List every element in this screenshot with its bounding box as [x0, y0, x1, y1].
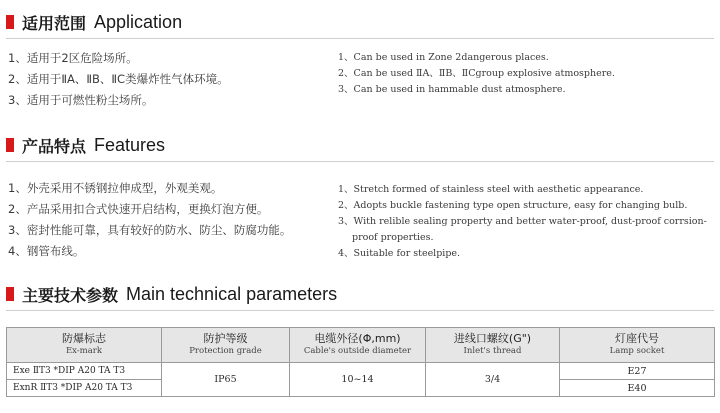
protection-cell: IP65	[162, 363, 290, 397]
list-item: 3、Can be used in hammable dust atmosphere.	[338, 84, 566, 95]
section-marker-icon	[6, 287, 14, 301]
list-item: 3、适用于可燃性粉尘场所。	[8, 93, 154, 107]
list-item: proof properties.	[352, 232, 434, 243]
application-list-en	[338, 50, 615, 98]
header-protection-grade: 防护等级 Protection grade	[162, 328, 290, 363]
list-item: 3、密封性能可靠，具有较好的防水、防尘、防腐功能。	[8, 223, 292, 237]
header-inlet-thread: 进线口螺纹(G") Inlet's thread	[426, 328, 560, 363]
thread-cell: 3/4	[426, 363, 560, 397]
socket-cell: E40	[560, 380, 715, 397]
parameters-title-cn: 主要技术参数	[22, 285, 119, 305]
table-header-row	[7, 328, 715, 363]
list-item: 1、Stretch formed of stainless steel with aesthetic appearance.	[338, 184, 644, 195]
divider	[6, 38, 714, 39]
application-header	[0, 11, 720, 33]
socket-cell: E27	[560, 363, 715, 380]
list-item: 4、钢管布线。	[8, 244, 85, 258]
list-item: 1、外壳采用不锈钢拉伸成型，外观美观。	[8, 181, 223, 195]
header-ex-mark: 防爆标志 Ex-mark	[7, 328, 162, 363]
section-marker-icon	[6, 138, 14, 152]
parameters-header	[0, 283, 720, 305]
header-cable-diameter: 电缆外径(Φ,mm) Cable's outside diameter	[290, 328, 426, 363]
parameters-table	[6, 327, 715, 397]
parameters-title-en: Main technical parameters	[126, 283, 338, 304]
list-item: 2、产品采用扣合式快速开启结构，更换灯泡方便。	[8, 202, 269, 216]
list-item: 1、Can be used in Zone 2dangerous places.	[338, 52, 549, 63]
features-list-cn	[8, 178, 291, 262]
list-item: 4、Suitable for steelpipe.	[338, 248, 461, 259]
list-item: 2、适用于ⅡA、ⅡB、ⅡC类爆炸性气体环境。	[8, 72, 229, 86]
application-title-en: Application	[94, 11, 183, 32]
table-row	[7, 363, 715, 380]
header-lamp-socket: 灯座代号 Lamp socket	[560, 328, 715, 363]
cable-cell: 10~14	[290, 363, 426, 397]
application-title-cn: 适用范围	[22, 13, 87, 33]
divider	[6, 161, 714, 162]
ex-mark-cell: Exe ⅡT3 *DIP A20 TA T3	[7, 363, 162, 380]
application-list-cn	[8, 48, 229, 111]
features-title-cn: 产品特点	[22, 136, 87, 156]
list-item: 3、With relible sealing property and better water-proof, dust-proof corrsion-	[338, 216, 707, 227]
ex-mark-cell: ExnR ⅡT3 *DIP A20 TA T3	[7, 380, 162, 397]
features-header	[0, 134, 720, 156]
divider	[6, 310, 714, 311]
features-title-en: Features	[94, 134, 166, 155]
features-list-en	[338, 182, 707, 262]
list-item: 2、Adopts buckle fastening type open structure, easy for changing bulb.	[338, 200, 688, 211]
list-item: 1、适用于2区危险场所。	[8, 51, 138, 65]
list-item: 2、Can be used ⅡA、ⅡB、ⅡCgroup explosive atmosphere.	[338, 68, 615, 79]
section-marker-icon	[6, 15, 14, 29]
